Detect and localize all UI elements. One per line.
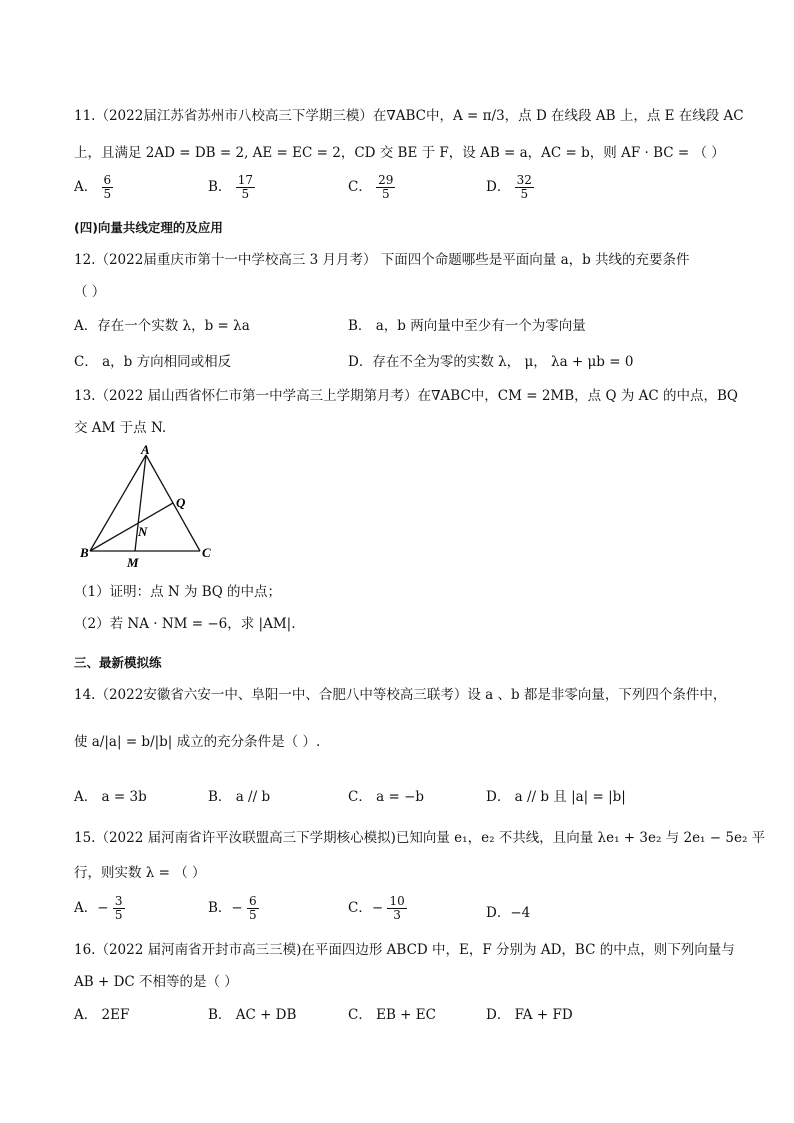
segment-bq: [90, 503, 173, 551]
label-n: N: [138, 524, 148, 539]
q14-option-d: D． a // b 且 |a| = |b|: [486, 789, 626, 805]
q16-option-a: A． 2EF: [74, 1007, 130, 1023]
q15-line1: 15.（2022 届河南省许平汝联盟高三下学期核心模拟)已知向量 e₁，e₂ 不共线，且向量 λe₁ + 3e₂ 与 2e₁ − 5e₂ 平: [74, 830, 766, 846]
q15-option-c: C．− $\frac{10}{3}$: [348, 894, 405, 922]
q11-option-a: A． $\frac{6}{5}$: [74, 173, 112, 201]
q11-line1: 11.（2022届江苏省苏州市八校高三下学期三模）在∇ABC中，A = π/3，点 D 在线段 AB 上，点 E 在线段 AC: [74, 108, 744, 124]
q16-option-c: C． EB + EC: [348, 1007, 436, 1023]
fraction: $\frac{6}{5}$: [249, 894, 257, 922]
q12-option-d: D．存在不全为零的实数 λ， μ， λa + μb = 0: [348, 354, 634, 370]
label-b: B: [80, 545, 89, 560]
q12-option-a: A．存在一个实数 λ，b = λa: [74, 318, 250, 334]
q15-line2: 行，则实数 λ = （ ）: [74, 865, 206, 881]
q12-option-b: B． a，b 两向量中至少有一个为零向量: [348, 318, 586, 334]
section-heading-three: 三、最新模拟练: [74, 655, 162, 670]
q11-line2: 上，且满足 2AD = DB = 2, AE = EC = 2，CD 交 BE 于 F，设 AB = a，AC = b，则 AF · BC = （ ）: [74, 145, 725, 161]
q11-option-b: B． $\frac{17}{5}$: [208, 173, 253, 201]
q13-line2: 交 AM 于点 N.: [74, 420, 167, 436]
label-c: C: [202, 545, 211, 560]
fraction: $\frac{3}{5}$: [114, 894, 123, 922]
q13-part2: （2）若 NA · NM = −6，求 |AM|.: [74, 616, 296, 632]
q14-option-b: B． a // b: [208, 789, 271, 805]
q12-line2: （ ）: [74, 284, 106, 300]
fraction: $\frac{17}{5}$: [237, 173, 253, 201]
q12-line1: 12.（2022届重庆市第十一中学校高三 3 月月考） 下面四个命题哪些是平面向量 a，b 共线的充要条件: [74, 252, 690, 268]
q14-option-a: A． a = 3b: [74, 789, 147, 805]
q12-option-c: C． a，b 方向相同或相反: [74, 354, 232, 370]
q14-line2: 使 a/|a| = b/|b| 成立的充分条件是（ ）.: [74, 734, 321, 750]
q11-option-d: D． $\frac{32}{5}$: [486, 173, 532, 201]
label-a: A: [141, 445, 150, 457]
section-heading-four: (四)向量共线定理的及应用: [74, 220, 223, 235]
q13-part1: （1）证明：点 N 为 BQ 的中点；: [74, 584, 282, 600]
fraction: $\frac{29}{5}$: [378, 173, 394, 201]
q15-option-a: A．− $\frac{3}{5}$: [74, 894, 123, 922]
label-m: M: [127, 555, 139, 570]
q16-option-b: B． AC + DB: [208, 1007, 297, 1023]
q15-option-d: D．−4: [486, 905, 531, 921]
q13-line1: 13.（2022 届山西省怀仁市第一中学高三上学期第月考）在∇ABC中，CM = 2MB，点 Q 为 AC 的中点，BQ: [74, 388, 738, 404]
q16-option-d: D． FA + FD: [486, 1007, 573, 1023]
label-q: Q: [176, 495, 186, 510]
triangle-figure: [80, 445, 220, 570]
q15-option-b: B．− $\frac{6}{5}$: [208, 894, 257, 922]
q14-line1: 14.（2022安徽省六安一中、阜阳一中、合肥八中等校高三联考）设 a 、b 都是非零向量，下列四个条件中，: [74, 687, 727, 703]
fraction: $\frac{10}{3}$: [389, 894, 405, 922]
q16-line2: AB + DC 不相等的是（ ）: [74, 974, 238, 990]
q11-option-c: C． $\frac{29}{5}$: [348, 173, 394, 201]
q14-option-c: C． a = −b: [348, 789, 425, 805]
fraction: $\frac{6}{5}$: [103, 173, 112, 201]
fraction: $\frac{32}{5}$: [516, 173, 532, 201]
q16-line1: 16.（2022 届河南省开封市高三三模)在平面四边形 ABCD 中，E，F 分别为 AD，BC 的中点，则下列向量与: [74, 942, 735, 958]
